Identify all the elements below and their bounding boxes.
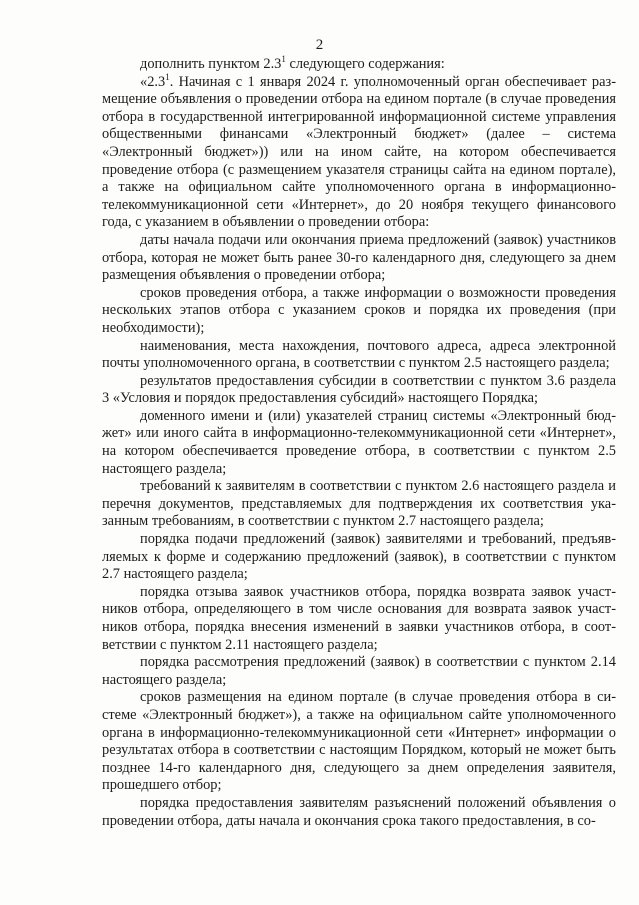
list-item-application-dates: даты начала подачи или окончания приема предложений (заявок) участников отбора, которая не может быть ранее 30-го календарного дня, следующего за днем размещения объявления о проведении отбора; <box>102 231 616 284</box>
page-number: 2 <box>315 37 324 53</box>
list-item-selection-terms: сроков проведения отбора, а также информации о возможности проведения нескольких этапов отбора с указанием сроков и порядка их проведения (при необходимости); <box>102 284 616 336</box>
clause-text: . Начиная с 1 января 2024 г. уполномоченный орган обеспечивает размещение объявления о проведении отбора на едином портале (в случае проведения отбора в государственной интегрированной информационной системе управления общественными финансами «Электронный бюджет» (далее – система «Электронный бюджет»)) или на ином сайте, на котором обеспечивается проведение отбора (с размещением указателя страницы сайта на едином портале), а также на официальном сайте уполномоченного органа в информационно-телекоммуникационной сети «Интернет», до 20 ноября текущего финансового года, с указанием в объявлении о проведении отбора: <box>102 73 616 231</box>
list-item-applicant-requirements: требований к заявителям в соответствии с пунктом 2.6 настоящего раздела и перечня документов, представляемых для подтверждения их соответствия указанным требованиям, в соответствии с пунктом 2.7 настоящего раздела; <box>102 478 616 530</box>
intro-superscript: 1 <box>281 54 286 65</box>
list-item-domain-name: доменного имени и (или) указателей страниц системы «Электронный бюджет» или иного сайта в информационно-телекоммуникационной сети «Интернет», на котором обеспечивается проведение отбора, в соответствии с пунктом 2.5 настоящего раздела; <box>102 407 616 477</box>
list-item-organ-contacts: наименования, места нахождения, почтового адреса, адреса электронной почты уполномоченного органа, в соответствии с пунктом 2.5 настоящего раздела; <box>102 337 616 372</box>
clause-superscript: 1 <box>165 71 170 82</box>
list-item-subsidy-results: результатов предоставления субсидии в соответствии с пунктом 3.6 раздела 3 «Условия и порядок предоставления субсидий» настоящего Порядка; <box>102 372 616 407</box>
intro-paragraph <box>102 56 616 74</box>
clause-number: «2.3 <box>140 73 166 90</box>
document-body <box>102 56 616 830</box>
clause-2-3-1-paragraph <box>102 71 616 232</box>
list-item-withdrawal-procedure: порядка отзыва заявок участников отбора, порядка возврата заявок участников отбора, определяющего в том числе основания для возврата заявок участников отбора, порядка внесения изменений в заявки участников отбора, в соответствии с пунктом 2.11 настоящего раздела; <box>102 583 616 653</box>
list-item-clarifications: порядка предоставления заявителям разъяснений положений объявления о проведении отбора, даты начала и окончания срока такого предоставления, в со- <box>102 794 616 829</box>
intro-text-end: следующего содержания: <box>285 56 445 72</box>
list-item-submission-procedure: порядка подачи предложений (заявок) заявителями и требований, предъявляемых к форме и содержанию предложений (заявок), в соответствии с пунктом 2.7 настоящего раздела; <box>102 531 616 583</box>
intro-text: дополнить пунктом 2.3 <box>140 56 282 72</box>
list-item-results-publication: сроков размещения на едином портале (в случае проведения отбора в системе «Электронный бюджет»), а также на официальном сайте уполномоченного органа в информационно-телекоммуникационной сети «Интернет» информации о результатах отбора в соответствии с настоящим Порядком, который не может быть позднее 14-го календарного дня, следующего за днем определения заявителя, прошедшего отбор; <box>102 689 616 794</box>
list-item-review-procedure: порядка рассмотрения предложений (заявок) в соответствии с пунктом 2.14 настоящего раздела; <box>102 654 616 688</box>
